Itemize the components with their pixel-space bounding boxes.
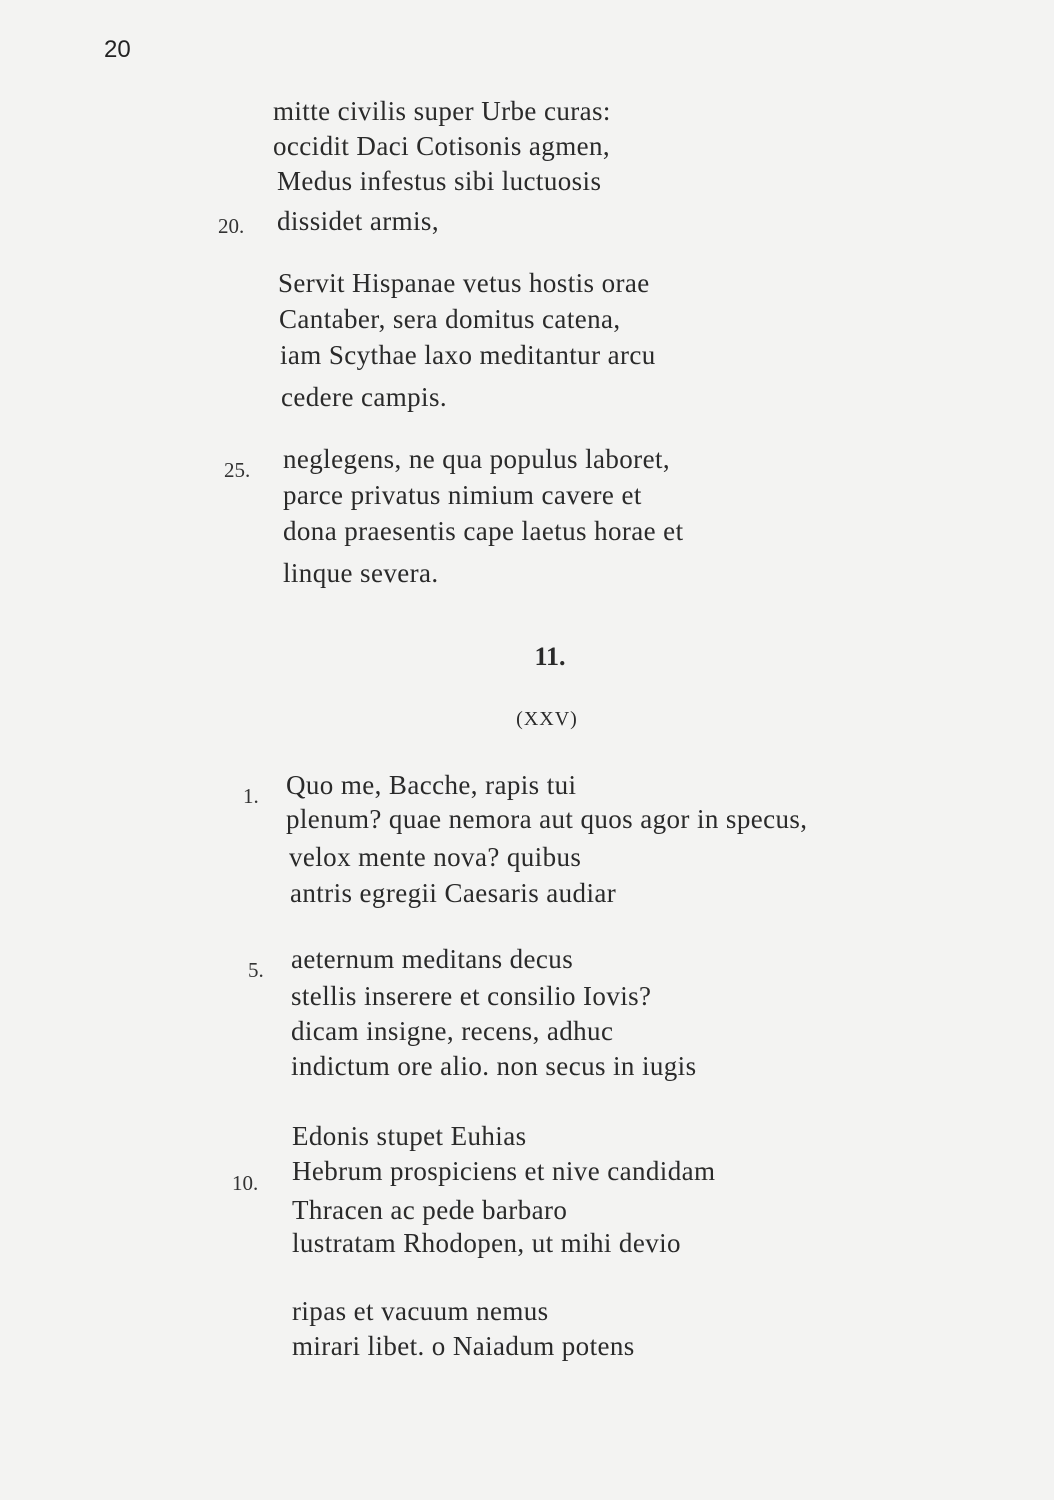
verse-line: dicam insigne, recens, adhuc xyxy=(291,1016,614,1046)
verse-line: occidit Daci Cotisonis agmen, xyxy=(273,131,611,161)
verse-line: parce privatus nimium cavere et xyxy=(283,480,642,510)
verse-line: Edonis stupet Euhias xyxy=(292,1121,527,1151)
verse-line: lustratam Rhodopen, ut mihi devio xyxy=(292,1228,681,1258)
verse-line: neglegens, ne qua populus laboret, xyxy=(283,444,670,474)
verse-line: antris egregii Caesaris audiar xyxy=(290,878,617,908)
verse-line: aeternum meditans decus xyxy=(291,944,574,974)
verse-line: dona praesentis cape laetus horae et xyxy=(283,516,684,546)
verse-line: dissidet armis, xyxy=(277,206,439,236)
line-number: 20. xyxy=(218,214,245,238)
verse-line: Servit Hispanae vetus hostis orae xyxy=(278,268,650,298)
verse-line: velox mente nova? quibus xyxy=(289,842,582,872)
verse-line: ripas et vacuum nemus xyxy=(292,1296,549,1326)
verse-line: Quo me, Bacche, rapis tui xyxy=(286,770,577,800)
page-number: 20 xyxy=(104,36,131,63)
line-number: 5. xyxy=(248,958,264,982)
verse-line: plenum? quae nemora aut quos agor in specus, xyxy=(286,804,808,834)
poem-number: 11. xyxy=(534,642,566,671)
verse-line: iam Scythae laxo meditantur arcu xyxy=(280,340,656,370)
line-number: 1. xyxy=(243,784,259,808)
verse-line: stellis inserere et consilio Iovis? xyxy=(291,981,652,1011)
verse-line: Cantaber, sera domitus catena, xyxy=(279,304,621,334)
verse-line: mirari libet. o Naiadum potens xyxy=(292,1331,635,1361)
verse-line: Thracen ac pede barbaro xyxy=(292,1195,568,1225)
verse-line: Medus infestus sibi luctuosis xyxy=(277,166,602,196)
line-number: 25. xyxy=(224,458,251,482)
verse-line: indictum ore alio. non secus in iugis xyxy=(291,1051,697,1081)
verse-line: Hebrum prospiciens et nive candidam xyxy=(292,1156,716,1186)
line-number: 10. xyxy=(232,1171,259,1195)
verse-line: mitte civilis super Urbe curas: xyxy=(273,96,611,126)
verse-line: linque severa. xyxy=(283,558,439,588)
verse-line: cedere campis. xyxy=(281,382,448,412)
poem-roman-numeral: (XXV) xyxy=(516,708,578,730)
